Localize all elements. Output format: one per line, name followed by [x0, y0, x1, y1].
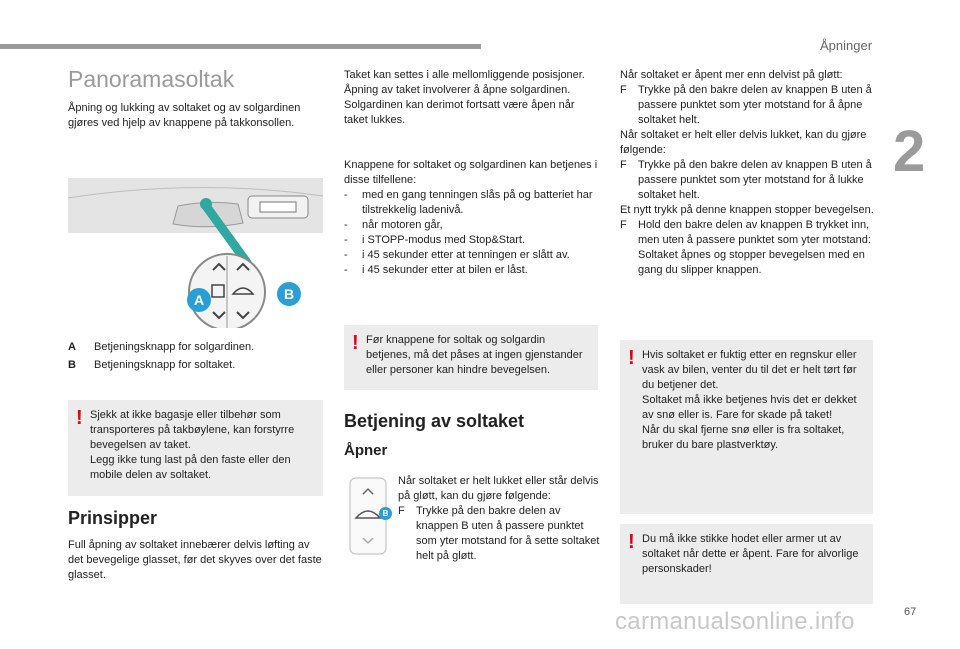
step-bullet: F Trykke på den bakre delen av knappen B uten å passere punktet som yter motstand for å lukke soltaket helt.	[620, 159, 872, 201]
subsection-title-apner: Åpner	[344, 442, 388, 459]
intro-text: Åpning og lukking av soltaket og av solgardinen gjøres ved hjelp av knappene på takkonsollen.	[68, 102, 301, 129]
warning-text: Du må ikke stikke hodet eller armer ut av soltaket når dette er åpent. Fare for alvorlige personskader!	[642, 533, 859, 575]
dash-icon: -	[344, 189, 348, 201]
dash-icon: -	[344, 249, 348, 261]
conditions-list	[344, 188, 600, 278]
callout-b-small: B	[379, 507, 392, 520]
section-title-betjening: Betjening av soltaket	[344, 411, 525, 431]
bullet-icon: F	[620, 84, 627, 96]
warning-text: Før knappene for soltak og solgardin betjenes, må det påses at ingen gjenstander eller personer kan hindre bevegelsen.	[366, 334, 583, 376]
warning-icon: !	[628, 531, 635, 553]
legend-row-b	[68, 358, 235, 373]
warning-text: Sjekk at ikke bagasje eller tilbehør som transporteres på takbøylene, kan forstyrre bevegelsen av taket. Legg ikke tung last på den faste eller den mobile delen av soltaket.	[90, 409, 295, 481]
warning-box-wet-roof	[620, 340, 873, 514]
chapter-number: 2	[893, 119, 926, 184]
list-item: - i 45 sekunder etter at tenningen er slått av.	[344, 249, 570, 261]
legend-row-a	[68, 340, 254, 355]
list-item: - i 45 sekunder etter at bilen er låst.	[344, 264, 528, 276]
dash-icon: -	[344, 234, 348, 246]
bullet-text: Trykke på den bakre delen av knappen B uten å passere punktet som yter motstand for å sette soltaket helt på gløtt.	[416, 505, 600, 562]
callout-b: B	[277, 282, 301, 306]
bullet-icon: F	[620, 159, 627, 171]
warning-box-luggage	[68, 400, 323, 496]
warning-text: Hvis soltaket er fuktig etter en regnskur eller vask av bilen, venter du til det er helt tørt før du betjener det. Soltaket må ikke betjenes hvis det er dekket av snø eller is. Fare for skade på taket! Når du skal fjerne snø eller is fra soltaket, bruker du bare plastverktøy.	[642, 349, 857, 451]
positions-text: Taket kan settes i alle mellomliggende posisjoner. Åpning av taket involverer å åpne solgardinen. Solgardinen kan derimot fortsatt være åpen når taket lukkes.	[344, 69, 585, 126]
step-intro: Når soltaket er åpent mer enn delvist på gløtt:	[620, 69, 843, 81]
bullet-icon: F	[620, 219, 627, 231]
header-rule	[0, 44, 481, 49]
step-intro: Et nytt trykk på denne knappen stopper bevegelsen.	[620, 204, 874, 216]
warning-icon: !	[352, 332, 359, 354]
principles-text: Full åpning av soltaket innebærer delvis løfting av det bevegelige glasset, før det skyves over det faste glasset.	[68, 539, 322, 581]
list-item: - når motoren går,	[344, 219, 443, 231]
callout-a: A	[187, 288, 211, 312]
page-number: 67	[904, 606, 917, 618]
legend-key: A	[68, 341, 76, 353]
legend-key: B	[68, 359, 76, 371]
list-item: - med en gang tenningen slås på og batteriet har tilstrekkelig ladenivå.	[344, 189, 593, 216]
step-intro: Når soltaket er helt eller delvis lukket, kan du gjøre følgende:	[620, 129, 867, 156]
warning-box-head-arms	[620, 524, 873, 604]
step-bullet: F Hold den bakre delen av knappen B trykket inn, men uten å passere punktet som yter motstand: Soltaket åpnes og stopper bevegelsen med en gang du slipper knappen.	[620, 219, 871, 276]
open-bullet	[398, 504, 600, 564]
conditions-intro: Knappene for soltaket og solgardinen kan betjenes i disse tilfellene:	[344, 159, 598, 186]
section-title-prinsipper: Prinsipper	[68, 508, 158, 528]
dash-icon: -	[344, 219, 348, 231]
warning-box-obstacles	[344, 325, 598, 390]
dash-icon: -	[344, 264, 348, 276]
warning-icon: !	[628, 347, 635, 369]
step-bullet: F Trykke på den bakre delen av knappen B uten å passere punktet som yter motstand for å åpne soltaket helt.	[620, 84, 872, 126]
page-title: Panoramasoltak	[68, 66, 235, 92]
watermark: carmanualsonline.info	[615, 608, 855, 635]
legend-text: Betjeningsknapp for soltaket.	[94, 359, 236, 371]
open-intro-text: Når soltaket er helt lukket eller står delvis på gløtt, kan du gjøre følgende:	[398, 475, 599, 502]
bullet-icon: F	[398, 505, 405, 517]
chapter-title: Åpninger	[820, 38, 873, 53]
warning-icon: !	[76, 407, 83, 429]
legend-text: Betjeningsknapp for solgardinen.	[94, 341, 255, 353]
list-item: - i STOPP-modus med Stop&Start.	[344, 234, 526, 246]
operation-steps	[620, 68, 874, 278]
